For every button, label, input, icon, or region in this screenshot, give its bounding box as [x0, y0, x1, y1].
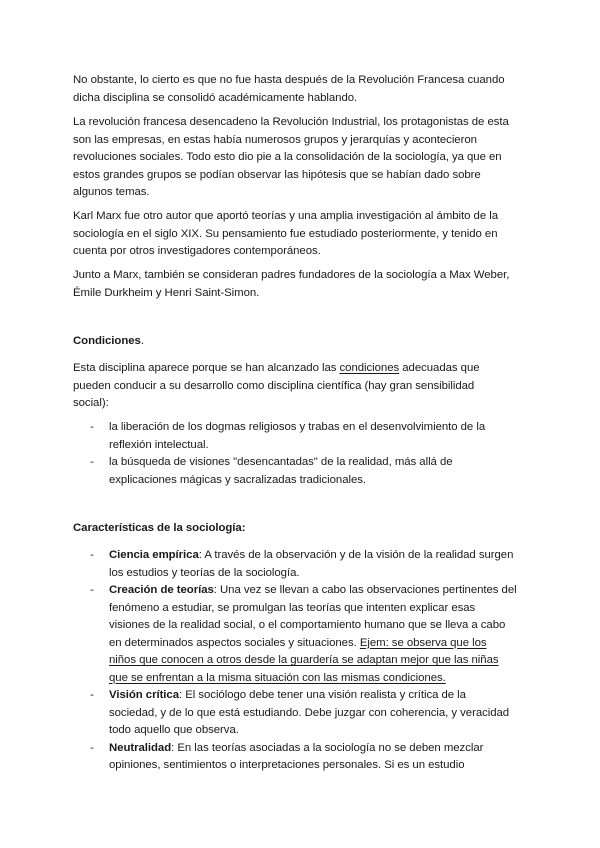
dash-bullet: - — [90, 421, 94, 433]
text-line — [109, 635, 533, 653]
text-line: reflexión intelectual. — [109, 438, 209, 451]
text-line: Émile Durkheim y Henri Saint-Simon. — [73, 286, 260, 299]
text-line: social): — [73, 397, 109, 409]
text-line: fenómeno a estudiar, se promulgan las teorías que intenten explicar esas — [109, 601, 476, 614]
term-bold: Visión crítica — [109, 689, 179, 701]
text-line: Karl Marx fue otro autor que aportó teorías y una amplia investigación al ámbito de la — [73, 210, 498, 222]
term-bold: Creación de teorías — [109, 584, 214, 596]
paragraph-karl-marx — [73, 208, 528, 261]
example-underlined-line: niños que conocen a otros desde la guardería se adaptan mejor que las niñas — [109, 654, 499, 666]
text-line: dicha disciplina se consolidó académicamente hablando. — [73, 91, 358, 104]
text-line: La revolución francesa desencadeno la Revolución Industrial, los protagonistas de esta — [73, 116, 509, 128]
dash-bullet: - — [90, 549, 94, 561]
condiciones-list — [73, 419, 533, 489]
text-line: explicaciones mágicas y sacralizadas tradicionales. — [109, 473, 367, 486]
list-item-vision-critica — [73, 687, 533, 740]
dash-bullet: - — [90, 584, 94, 596]
list-item-ciencia-empirica — [73, 547, 533, 582]
text-line: No obstante, lo cierto es que no fue hasta después de la Revolución Francesa cuando — [73, 74, 505, 86]
text-line: sociología en el siglo XIX. Su pensamiento fue estudiado posteriormente, y tenido en — [73, 227, 498, 240]
intro-text-pre: Esta disciplina aparece porque se han alcanzado las — [73, 362, 340, 374]
text-line: todo aquello que observa. — [109, 724, 239, 736]
text-line: revoluciones sociales. Todo esto dio pie a la consolidación de la sociología, ya que en — [73, 151, 502, 163]
heading-caracteristicas: Características de la sociología: — [73, 522, 246, 534]
text-line: la liberación de los dogmas religiosos y trabas en el desenvolvimiento de la — [109, 421, 486, 433]
text-line — [73, 360, 528, 378]
dash-bullet: - — [90, 741, 94, 754]
text-line: algunos temas. — [73, 186, 150, 198]
term-bold: Ciencia empírica — [109, 549, 199, 561]
text-line: sociedad, y de lo que está estudiando. Debe juzgar con coherencia, y veracidad — [109, 706, 510, 719]
list-item — [73, 454, 533, 489]
caracteristicas-list — [73, 547, 533, 775]
dash-bullet: - — [90, 689, 94, 701]
text-line: opiniones, sentimientos o interpretaciones personales. Si es un estudio — [109, 759, 465, 771]
example-underlined: Ejem: se observa que los — [359, 636, 487, 649]
text-segment: en determinados aspectos sociales y situaciones. — [109, 636, 360, 649]
heading-period: . — [140, 335, 144, 347]
list-item-creacion-teorias — [73, 582, 533, 687]
dash-bullet: - — [90, 456, 94, 468]
text-line — [109, 547, 533, 565]
example-underlined-line: que se enfrentan a la misma situación con las mismas condiciones. — [109, 671, 446, 684]
text-line: son las empresas, en estas había numerosos grupos y jerarquías y acontecieron — [73, 133, 477, 146]
term-description: : Una vez se llevan a cabo las observaciones pertinentes del — [213, 584, 517, 596]
text-line — [109, 740, 533, 758]
paragraph-revolucion-francesa — [73, 72, 528, 107]
heading-condiciones-text: Condiciones — [73, 335, 141, 347]
text-line: la búsqueda de visiones "desencantadas" de la realidad, más allá de — [109, 456, 453, 468]
condiciones-link[interactable]: condiciones — [339, 362, 400, 374]
text-line: pueden conducir a su desarrollo como disciplina científica (hay gran sensibilidad — [73, 379, 475, 392]
list-item-neutralidad — [73, 740, 533, 775]
text-line — [109, 687, 533, 705]
text-line: visiones de la realidad social, o el comportamiento humano que se lleva a cabo — [109, 619, 506, 631]
intro-text-post: adecuadas que — [399, 362, 480, 374]
term-description: : A través de la observación y de la visión de la realidad surgen — [198, 549, 514, 561]
term-description: : En las teorías asociadas a la sociología no se deben mezclar — [171, 741, 484, 754]
paragraph-condiciones-intro — [73, 360, 528, 413]
term-bold: Neutralidad — [109, 741, 172, 754]
heading-condiciones — [73, 333, 528, 351]
text-line — [109, 582, 533, 600]
paragraph-padres-fundadores — [73, 267, 528, 302]
text-line: Junto a Marx, también se consideran padres fundadores de la sociología a Max Weber, — [73, 269, 510, 281]
list-item — [73, 419, 533, 454]
text-line: cuenta por otros investigadores contemporáneos. — [73, 245, 321, 257]
text-line: estos grandes grupos se podían observar las hipótesis que se habían dado sobre — [73, 168, 481, 181]
paragraph-revolucion-industrial — [73, 114, 528, 202]
text-line: los estudios y teorías de la sociología. — [109, 566, 300, 579]
term-description: : El sociólogo debe tener una visión realista y crítica de la — [179, 689, 466, 701]
